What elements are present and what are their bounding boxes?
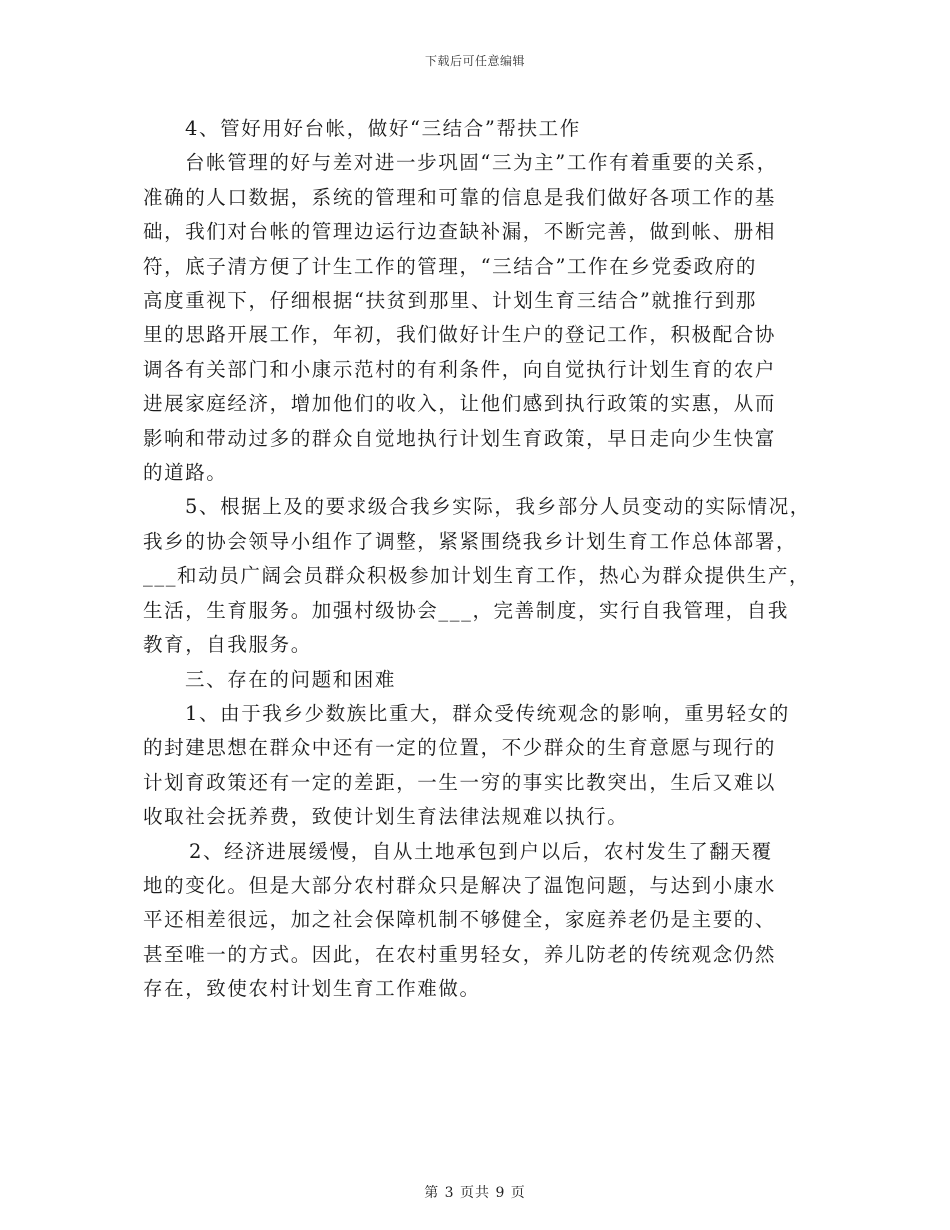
- text-line: 4、管好用好台帐，做好“三结合”帮扶工作: [185, 117, 581, 140]
- text-line: 2、经济进展缓慢，自从土地承包到户以后，农村发生了翻天覆: [189, 839, 773, 863]
- text-line: 准确的人口数据，系统的管理和可靠的信息是我们做好各项工作的基: [143, 185, 777, 209]
- text-line: 教育，自我服务。: [143, 633, 312, 657]
- text-line: 平还相差很远，加之社会保障机制不够健全，家庭养老仍是主要的、: [143, 908, 777, 932]
- text-line: 础，我们对台帐的管理边运行边查缺补漏，不断完善，做到帐、册相: [143, 220, 777, 244]
- text-line: 影响和带动过多的群众自觉地执行计划生育政策，早日走向少生快富: [143, 426, 777, 450]
- text-line: ___和动员广阔会员群众积极参加计划生育工作，热心为群众提供生产，: [143, 564, 811, 588]
- text-line: 的封建思想在群众中还有一定的位置，不少群众的生育意愿与现行的: [143, 736, 777, 760]
- text-line: 的道路。: [143, 461, 228, 485]
- text-line: 台帐管理的好与差对进一步巩固“三为主”工作有着重要的关系，: [185, 151, 778, 175]
- text-line: 符，底子清方便了计生工作的管理，“三结合”工作在乡党委政府的: [143, 254, 757, 278]
- paragraph-item-5: [143, 490, 833, 662]
- text-line: 收取社会抚养费，致使计划生育法律法规难以执行。: [143, 805, 629, 829]
- document-body: [143, 112, 833, 1007]
- text-line: 高度重视下，仔细根据“扶贫到那里、计划生育三结合”就推行到那: [143, 289, 757, 313]
- text-line: 我乡的协会领导小组作了调整，紧紧围绕我乡计划生育工作总体部署，: [143, 529, 798, 553]
- text-line: 存在，致使农村计划生育工作难做。: [143, 977, 481, 1001]
- text-line: 进展家庭经济，增加他们的收入，让他们感到执行政策的实惠，从而: [143, 392, 777, 416]
- paragraph-heading-4: [143, 112, 833, 146]
- text-line: 地的变化。但是大部分农村群众只是解决了温饱问题，与达到小康水: [143, 873, 777, 897]
- section-heading-problems: [143, 663, 833, 697]
- page-header: 下载后可任意编辑: [424, 54, 525, 68]
- text-line: 里的思路开展工作，年初，我们做好计生户的登记工作，积极配合协: [143, 323, 777, 347]
- paragraph-ledger-management: [143, 146, 833, 490]
- paragraph-problem-2: [143, 835, 833, 1007]
- text-line: 计划育政策还有一定的差距，一生一穷的事实比教突出，生后又难以: [143, 770, 777, 794]
- text-line: 调各有关部门和小康示范村的有利条件，向自觉执行计划生育的农户: [143, 357, 777, 381]
- text-line: 三、存在的问题和困难: [185, 667, 397, 691]
- text-line: 生活，生育服务。加强村级协会___，完善制度，实行自我管理，自我: [143, 598, 789, 622]
- page-number-footer: 第 3 页共 9 页: [424, 1185, 526, 1201]
- text-line: 甚至唯一的方式。因此，在农村重男轻女，养儿防老的传统观念仍然: [143, 942, 777, 966]
- text-line: 1、由于我乡少数族比重大，群众受传统观念的影响，重男轻女的: [185, 701, 790, 725]
- text-line: 5、根据上及的要求级合我乡实际，我乡部分人员变动的实际情况，: [185, 495, 811, 519]
- paragraph-problem-1: [143, 697, 833, 835]
